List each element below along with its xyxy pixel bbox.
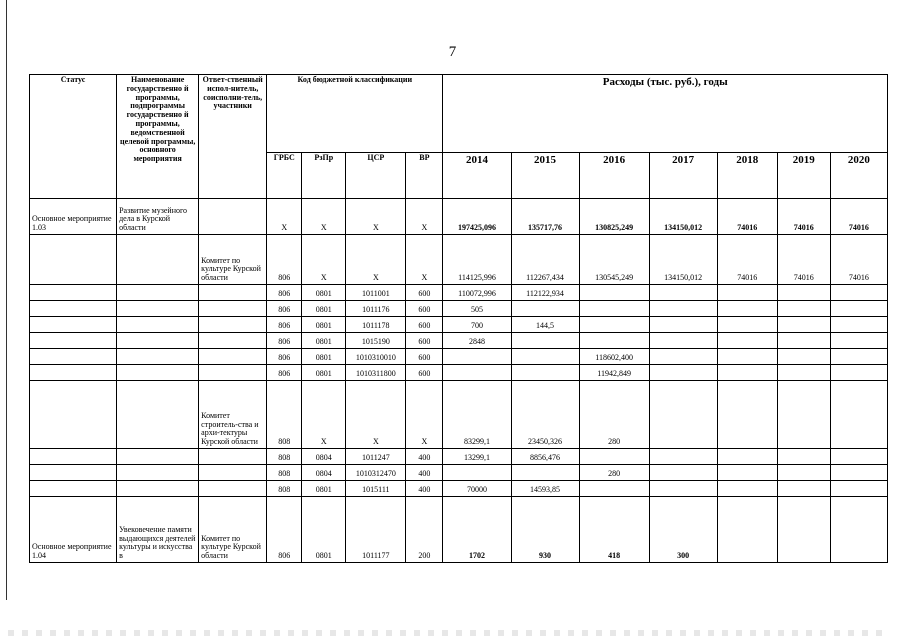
row-name: [117, 365, 199, 381]
row-rzpr: 0801: [302, 497, 346, 563]
row-2014: 700: [443, 317, 511, 333]
row-csr: 1015111: [346, 481, 406, 497]
row-vr: X: [406, 235, 443, 285]
row-2016: 280: [579, 465, 649, 481]
row-csr: X: [346, 199, 406, 235]
row-2020: [830, 301, 887, 317]
row-status: [30, 349, 117, 365]
row-status: [30, 381, 117, 449]
row-2015: [511, 349, 579, 365]
row-2018: 74016: [717, 199, 777, 235]
header-year-2018: 2018: [717, 153, 777, 199]
row-2014: 2848: [443, 333, 511, 349]
row-rzpr: 0801: [302, 365, 346, 381]
row-name: [117, 349, 199, 365]
row-grbs: 806: [267, 235, 302, 285]
row-2015: [511, 365, 579, 381]
row-grbs: 808: [267, 481, 302, 497]
header-year-2019: 2019: [777, 153, 830, 199]
row-2017: [649, 317, 717, 333]
row-csr: 1015190: [346, 333, 406, 349]
row-executor: Комитет строитель-ства и архи-тектуры Курской области: [199, 381, 267, 449]
row-rzpr: X: [302, 235, 346, 285]
row-executor: [199, 349, 267, 365]
row-grbs: 806: [267, 333, 302, 349]
row-2015: 144,5: [511, 317, 579, 333]
row-2019: 74016: [777, 199, 830, 235]
header-name: Наименование государственно й программы, подпрограммы государственно й программы, ведомственной целевой программы, основного мероприятия: [117, 75, 199, 199]
header-expenses: Расходы (тыс. руб.), годы: [443, 75, 888, 153]
row-rzpr: 0801: [302, 349, 346, 365]
row-name: [117, 301, 199, 317]
row-2017: 134150,012: [649, 235, 717, 285]
row-2015: 8856,476: [511, 449, 579, 465]
row-name: Развитие музейного дела в Курской области: [117, 199, 199, 235]
row-2020: [830, 285, 887, 301]
header-year-2015: 2015: [511, 153, 579, 199]
row-grbs: 806: [267, 349, 302, 365]
row-2020: [830, 333, 887, 349]
row-grbs: 806: [267, 285, 302, 301]
row-status: [30, 365, 117, 381]
row-2019: [777, 449, 830, 465]
row-vr: 400: [406, 481, 443, 497]
row-vr: X: [406, 381, 443, 449]
row-2016: [579, 317, 649, 333]
row-name: Увековечение памяти выдающихся деятелей культуры и искусства в: [117, 497, 199, 563]
row-2014: 197425,096: [443, 199, 511, 235]
row-grbs: 806: [267, 317, 302, 333]
scan-artifact: [8, 630, 888, 636]
row-2018: [717, 449, 777, 465]
row-2016: 280: [579, 381, 649, 449]
table-row: [30, 199, 888, 235]
header-budget-code: Код бюджетной классификации: [267, 75, 443, 153]
row-grbs: 806: [267, 365, 302, 381]
header-year-2014: 2014: [443, 153, 511, 199]
row-executor: Комитет по культуре Курской области: [199, 235, 267, 285]
header-status: Статус: [30, 75, 117, 199]
row-2015: 23450,326: [511, 381, 579, 449]
row-csr: 1010310010: [346, 349, 406, 365]
row-2017: 300: [649, 497, 717, 563]
row-2018: [717, 381, 777, 449]
row-2017: 134150,012: [649, 199, 717, 235]
header-executor: Ответ-ственный испол-нитель, соисполни-тель, участники: [199, 75, 267, 199]
row-2018: [717, 349, 777, 365]
row-2019: [777, 497, 830, 563]
row-executor: [199, 465, 267, 481]
row-2020: [830, 481, 887, 497]
budget-table: [29, 74, 888, 563]
row-2018: [717, 465, 777, 481]
row-2019: [777, 333, 830, 349]
row-2016: [579, 301, 649, 317]
row-vr: 600: [406, 365, 443, 381]
row-2015: [511, 301, 579, 317]
row-2018: 74016: [717, 235, 777, 285]
row-grbs: 808: [267, 381, 302, 449]
table-row: [30, 381, 888, 449]
row-2020: [830, 317, 887, 333]
row-rzpr: 0801: [302, 481, 346, 497]
row-2014: 1702: [443, 497, 511, 563]
table-row: [30, 465, 888, 481]
row-2018: [717, 301, 777, 317]
row-2018: [717, 497, 777, 563]
header-year-2016: 2016: [579, 153, 649, 199]
table-row: [30, 235, 888, 285]
row-2014: [443, 465, 511, 481]
row-2020: [830, 449, 887, 465]
row-2019: [777, 317, 830, 333]
row-grbs: 806: [267, 497, 302, 563]
row-vr: X: [406, 199, 443, 235]
row-2015: 14593,85: [511, 481, 579, 497]
row-2017: [649, 349, 717, 365]
row-2019: 74016: [777, 235, 830, 285]
row-2019: [777, 349, 830, 365]
row-csr: 1011001: [346, 285, 406, 301]
row-2019: [777, 365, 830, 381]
row-rzpr: 0801: [302, 301, 346, 317]
row-name: [117, 333, 199, 349]
table-row: [30, 349, 888, 365]
row-2015: 112122,934: [511, 285, 579, 301]
row-2020: [830, 381, 887, 449]
row-csr: 1011247: [346, 449, 406, 465]
row-2020: [830, 349, 887, 365]
row-2017: [649, 333, 717, 349]
table-row: [30, 317, 888, 333]
page-number: 7: [448, 44, 457, 60]
row-executor: [199, 481, 267, 497]
row-status: [30, 465, 117, 481]
row-2014: 110072,996: [443, 285, 511, 301]
row-status: [30, 301, 117, 317]
row-rzpr: 0801: [302, 285, 346, 301]
row-2016: [579, 333, 649, 349]
row-2019: [777, 381, 830, 449]
row-2019: [777, 465, 830, 481]
row-2014: 70000: [443, 481, 511, 497]
row-rzpr: 0804: [302, 465, 346, 481]
row-2017: [649, 301, 717, 317]
row-2016: [579, 481, 649, 497]
row-2020: 74016: [830, 199, 887, 235]
row-2017: [649, 285, 717, 301]
row-2017: [649, 449, 717, 465]
row-executor: [199, 301, 267, 317]
table-row: [30, 285, 888, 301]
table-row: [30, 365, 888, 381]
row-status: Основное мероприятие 1.03: [30, 199, 117, 235]
row-2018: [717, 481, 777, 497]
row-vr: 600: [406, 317, 443, 333]
row-name: [117, 465, 199, 481]
row-2019: [777, 301, 830, 317]
row-name: [117, 481, 199, 497]
row-grbs: 808: [267, 465, 302, 481]
row-grbs: 806: [267, 301, 302, 317]
row-executor: Комитет по культуре Курской области: [199, 497, 267, 563]
table-row: [30, 449, 888, 465]
row-2016: 118602,400: [579, 349, 649, 365]
row-2014: [443, 365, 511, 381]
row-vr: 400: [406, 465, 443, 481]
row-vr: 600: [406, 301, 443, 317]
header-year-2017: 2017: [649, 153, 717, 199]
row-2017: [649, 465, 717, 481]
row-csr: 1011177: [346, 497, 406, 563]
row-name: [117, 449, 199, 465]
row-csr: 1010311800: [346, 365, 406, 381]
row-2017: [649, 481, 717, 497]
header-rzpr: РзПр: [302, 153, 346, 199]
row-2017: [649, 365, 717, 381]
row-2020: [830, 465, 887, 481]
row-name: [117, 317, 199, 333]
row-2014: 83299,1: [443, 381, 511, 449]
header-grbs: ГРБС: [267, 153, 302, 199]
row-vr: 600: [406, 285, 443, 301]
row-2018: [717, 365, 777, 381]
row-2017: [649, 381, 717, 449]
row-executor: [199, 285, 267, 301]
table-row: [30, 497, 888, 563]
header-vr: ВР: [406, 153, 443, 199]
row-name: [117, 285, 199, 301]
table-row: [30, 333, 888, 349]
table-row: [30, 301, 888, 317]
row-status: [30, 285, 117, 301]
row-vr: 400: [406, 449, 443, 465]
row-2019: [777, 481, 830, 497]
row-status: [30, 333, 117, 349]
row-2015: 930: [511, 497, 579, 563]
row-2020: [830, 365, 887, 381]
row-name: [117, 235, 199, 285]
row-rzpr: X: [302, 381, 346, 449]
row-2014: 505: [443, 301, 511, 317]
row-executor: [199, 449, 267, 465]
row-2014: 13299,1: [443, 449, 511, 465]
row-grbs: 808: [267, 449, 302, 465]
row-executor: [199, 365, 267, 381]
row-2015: 112267,434: [511, 235, 579, 285]
header-year-2020: 2020: [830, 153, 887, 199]
row-2018: [717, 317, 777, 333]
row-csr: 1010312470: [346, 465, 406, 481]
row-rzpr: 0801: [302, 317, 346, 333]
row-2015: [511, 333, 579, 349]
row-rzpr: X: [302, 199, 346, 235]
row-csr: X: [346, 235, 406, 285]
row-status: [30, 449, 117, 465]
row-2016: [579, 285, 649, 301]
row-2015: 135717,76: [511, 199, 579, 235]
row-2018: [717, 333, 777, 349]
row-2016: 418: [579, 497, 649, 563]
row-2019: [777, 285, 830, 301]
row-2014: [443, 349, 511, 365]
row-executor: [199, 317, 267, 333]
row-csr: X: [346, 381, 406, 449]
header-csr: ЦСР: [346, 153, 406, 199]
row-2016: 130825,249: [579, 199, 649, 235]
row-2016: 11942,849: [579, 365, 649, 381]
row-vr: 600: [406, 333, 443, 349]
row-2020: 74016: [830, 235, 887, 285]
row-rzpr: 0804: [302, 449, 346, 465]
row-name: [117, 381, 199, 449]
row-vr: 600: [406, 349, 443, 365]
table-body: [30, 199, 888, 563]
row-status: [30, 235, 117, 285]
row-2014: 114125,996: [443, 235, 511, 285]
row-2016: 130545,249: [579, 235, 649, 285]
row-csr: 1011176: [346, 301, 406, 317]
row-2020: [830, 497, 887, 563]
row-status: [30, 481, 117, 497]
table-row: [30, 481, 888, 497]
row-rzpr: 0801: [302, 333, 346, 349]
row-2018: [717, 285, 777, 301]
row-executor: [199, 199, 267, 235]
row-2015: [511, 465, 579, 481]
row-grbs: X: [267, 199, 302, 235]
row-status: [30, 317, 117, 333]
page-left-edge: [6, 0, 7, 600]
row-vr: 200: [406, 497, 443, 563]
row-status: Основное мероприятие 1.04: [30, 497, 117, 563]
row-csr: 1011178: [346, 317, 406, 333]
row-executor: [199, 333, 267, 349]
row-2016: [579, 449, 649, 465]
